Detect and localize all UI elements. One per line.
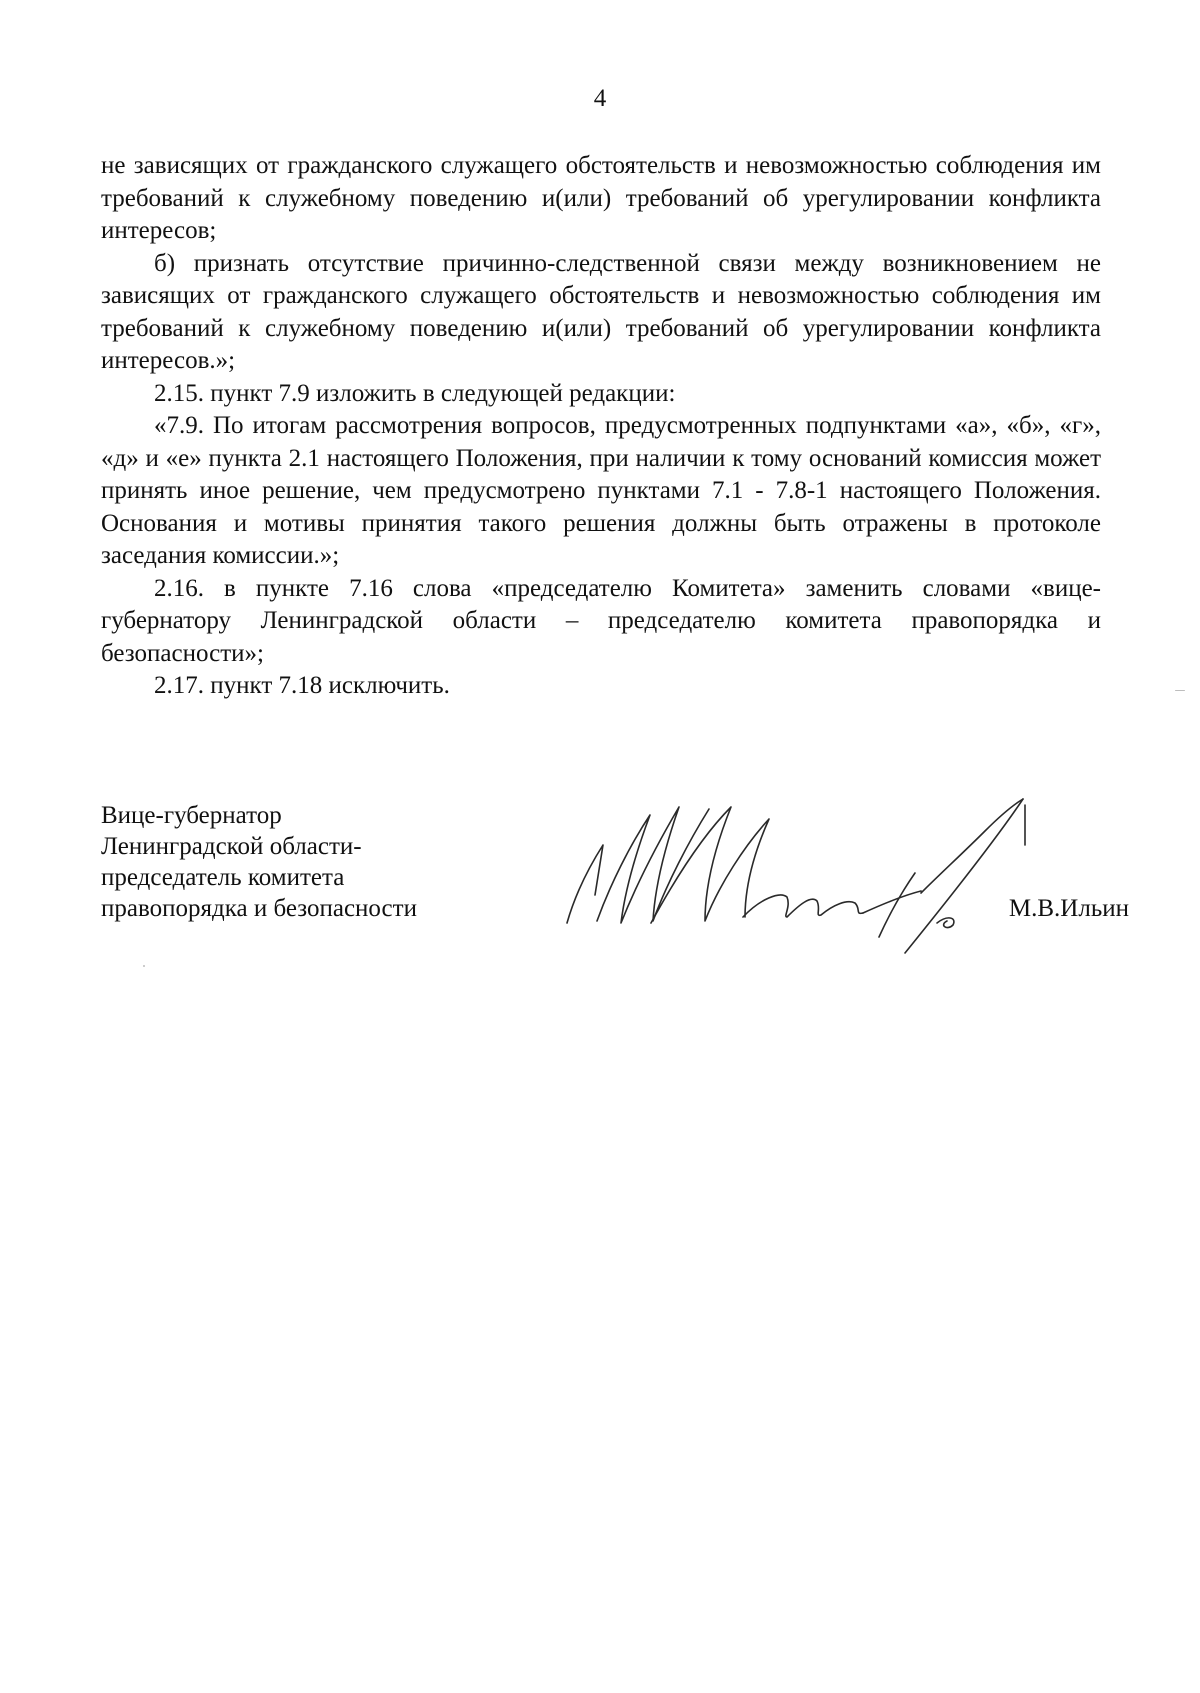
page-number: 4 xyxy=(593,85,607,112)
signatory-title-line: Ленинградской области- xyxy=(101,833,362,860)
scan-speck xyxy=(1175,690,1185,691)
paragraph-continuation: не зависящих от гражданского служащего обстоятельств и невозможностью соблюдения им требований к служебному поведению и(или) требований об урегулировании конфликта интересов; xyxy=(101,152,1101,244)
document-body xyxy=(101,150,1101,703)
signatory-title-line: правопорядка и безопасности xyxy=(101,895,417,922)
paragraph-item-2-16: 2.16. в пункте 7.16 слова «председателю Комитета» заменить словами «вице-губернатору Ленинградской области – председателю комитета правопорядка и безопасности»; xyxy=(101,574,1101,667)
paragraph-clause-7-9: «7.9. По итогам рассмотрения вопросов, предусмотренных подпунктами «а», «б», «г», «д» и «е» пункта 2.1 настоящего Положения, при наличии к тому оснований комиссия может принять иное решение, чем предусмотрено пунктами 7.1 - 7.8-1 настоящего Положения. Основания и мотивы принятия такого решения должны быть отражены в протоколе заседания комиссии.»; xyxy=(101,412,1101,569)
scan-speck xyxy=(143,965,145,967)
signatory-title-line: председатель комитета xyxy=(101,864,345,891)
paragraph-option-b: б) признать отсутствие причинно-следственной связи между возникновением не зависящих от гражданского служащего обстоятельств и невозможностью соблюдения им требований к служебному поведению и(или) требований об урегулировании конфликта интересов.»; xyxy=(101,249,1101,374)
paragraph-item-2-17: 2.17. пункт 7.18 исключить. xyxy=(154,672,450,699)
signatory-name: М.В.Ильин xyxy=(1008,895,1129,922)
handwritten-signature xyxy=(555,775,1055,965)
paragraph-item-2-15: 2.15. пункт 7.9 изложить в следующей редакции: xyxy=(154,379,676,407)
signatory-title xyxy=(101,800,417,924)
signatory-title-line: Вице-губернатор xyxy=(101,802,282,829)
